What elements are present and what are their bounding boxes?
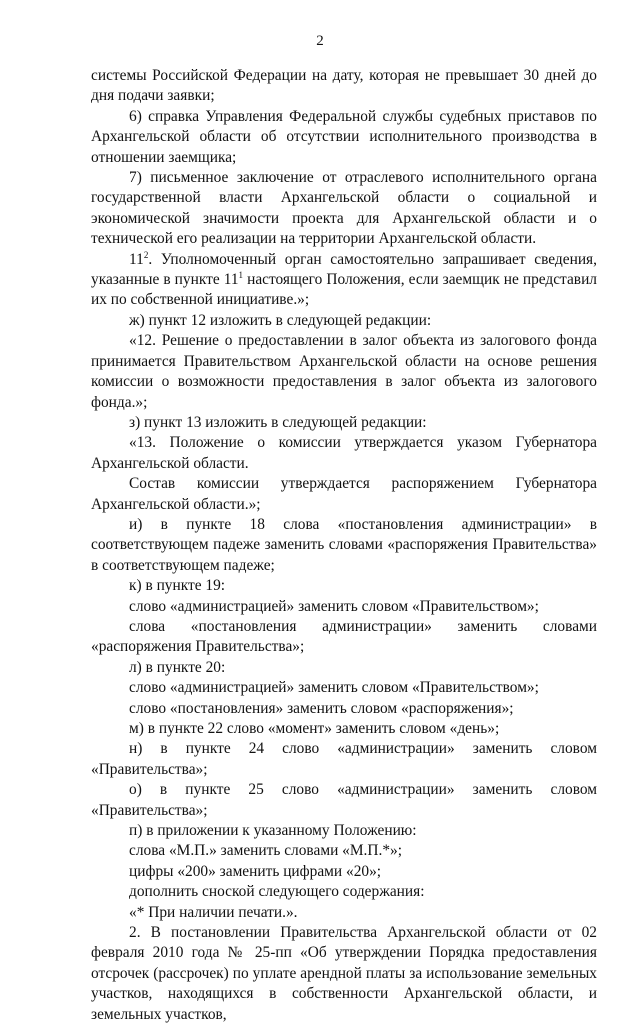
paragraph-p-2: цифры «200» заменить цифрами «20»; bbox=[129, 862, 382, 880]
paragraph-o: о) в пункте 25 слово «администрации» заменить словом «Правительства»; bbox=[91, 781, 597, 819]
clause-text: . Уполномоченный орган самостоятельно запрашивает сведения, указанные в пункте 11 bbox=[91, 250, 597, 289]
superscript: 2 bbox=[143, 249, 149, 260]
clause-text-end: настоящего Положения, если заемщик не представил их по собственной инициативе.»; bbox=[91, 271, 597, 309]
paragraph-p-3: дополнить сноской следующего содержания: bbox=[129, 883, 425, 901]
paragraph-clause-12: «12. Решение о предоставлении в залог объекта из залогового фонда принимается Правительством Архангельской области на основе решения комиссии о возможности предоставления в залог объекта из залогового фонда.»; bbox=[91, 332, 597, 411]
clause-number: 11 bbox=[129, 250, 144, 268]
document-body bbox=[91, 66, 597, 1025]
paragraph-commission: Состав комиссии утверждается распоряжением Губернатора Архангельской области.»; bbox=[91, 475, 597, 513]
paragraph-zh: ж) пункт 12 изложить в следующей редакции: bbox=[129, 311, 432, 329]
paragraph-footnote: «* При наличии печати.». bbox=[129, 903, 298, 921]
paragraph-n: н) в пункте 24 слово «администрации» заменить словом «Правительства»; bbox=[91, 740, 597, 778]
paragraph-k-2: слова «постановления администрации» заменить словами «распоряжения Правительства»; bbox=[91, 617, 597, 656]
paragraph-k-1: слово «администрацией» заменить словом «Правительством»; bbox=[129, 597, 539, 615]
superscript: 1 bbox=[238, 270, 244, 281]
paragraph-clause-13: «13. Положение о комиссии утверждается указом Губернатора Архангельской области. bbox=[91, 434, 597, 472]
paragraph-11-2 bbox=[91, 250, 597, 311]
paragraph-m: м) в пункте 22 слово «момент» заменить словом «день»; bbox=[129, 720, 500, 737]
page-number: 2 bbox=[316, 33, 324, 49]
paragraph-l-2: слово «постановления» заменить словом «распоряжения»; bbox=[129, 699, 514, 717]
paragraph-section-2: 2. В постановлении Правительства Архангельской области от 02 февраля 2010 года № 25-пп «Об утверждении Порядка предоставления отсрочек (рассрочек) по уплате арендной платы за использование земельных участков, находящихся в собственности Архангельской области, и земельных участков, bbox=[91, 924, 597, 1023]
paragraph-item-6: 6) справка Управления Федеральной службы судебных приставов по Архангельской области об отсутствии исполнительного производства в отношении заемщика; bbox=[91, 107, 597, 166]
paragraph-k: к) в пункте 19: bbox=[129, 577, 226, 595]
paragraph-l: л) в пункте 20: bbox=[129, 658, 226, 676]
paragraph-i: и) в пункте 18 слова «постановления администрации» в соответствующем падеже заменить словами «распоряжения Правительства» в соответствующем падеже; bbox=[91, 515, 597, 574]
paragraph-z: з) пункт 13 изложить в следующей редакции: bbox=[129, 413, 427, 431]
paragraph-p: п) в приложении к указанному Положению: bbox=[129, 822, 417, 840]
paragraph-l-1: слово «администрацией» заменить словом «Правительством»; bbox=[129, 679, 539, 697]
paragraph-p-1: слова «М.П.» заменить словами «М.П.*»; bbox=[129, 842, 403, 860]
paragraph-item-7: 7) письменное заключение от отраслевого исполнительного органа государственной власти Архангельской области о социальной и экономической значимости проекта для Архангельской области и о технической его реализации на территории Архангельской области. bbox=[91, 169, 597, 248]
paragraph-continuation: системы Российской Федерации на дату, которая не превышает 30 дней до дня подачи заявки; bbox=[91, 67, 597, 105]
